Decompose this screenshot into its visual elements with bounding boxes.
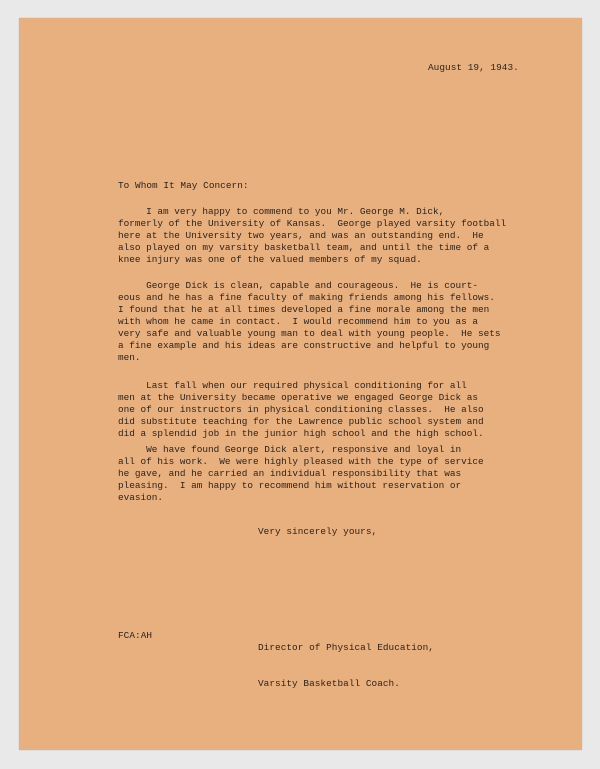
signature-title: Varsity Basketball Coach. — [258, 678, 400, 689]
paragraph-line: very safe and valuable young man to deal with young people. He sets — [118, 328, 501, 339]
paragraph-line: did a splendid job in the junior high school and the high school. — [118, 428, 484, 439]
paragraph-line: here at the University two years, and was an outstanding end. He — [118, 230, 484, 241]
paragraph-2 — [118, 280, 501, 364]
paragraph-3 — [118, 380, 484, 440]
signature-title: Director of Physical Education, — [258, 642, 434, 653]
paragraph-line: men at the University became operative we engaged George Dick as — [118, 392, 479, 403]
paragraph-line: George Dick is clean, capable and courageous. He is court- — [118, 280, 479, 291]
paragraph-line: he gave, and he carried an individual responsibility that was — [118, 468, 462, 479]
paragraph-line: I am very happy to commend to you Mr. George M. Dick, — [118, 206, 445, 217]
letter-date: August 19, 1943. — [428, 62, 519, 73]
paragraph-4 — [118, 444, 484, 504]
paragraph-line: Last fall when our required physical conditioning for all — [118, 380, 467, 391]
reference-initials: FCA:AH — [118, 630, 153, 641]
paragraph-line: evasion. — [118, 492, 164, 503]
paragraph-line: men. — [118, 352, 141, 363]
signature-block — [258, 618, 434, 702]
paragraph-line: formerly of the University of Kansas. George played varsity football — [118, 218, 507, 229]
paragraph-line: knee injury was one of the valued members of my squad. — [118, 254, 422, 265]
paragraph-1 — [118, 206, 506, 266]
paragraph-line: I found that he at all times developed a fine morale among the men — [118, 304, 490, 315]
paragraph-line: We have found George Dick alert, responsive and loyal in — [118, 444, 462, 455]
salutation: To Whom It May Concern: — [118, 180, 249, 191]
paragraph-line: did substitute teaching for the Lawrence public school system and — [118, 416, 484, 427]
paragraph-line: eous and he has a fine faculty of making friends among his fellows. — [118, 292, 495, 303]
paragraph-line: one of our instructors in physical conditioning classes. He also — [118, 404, 484, 415]
paragraph-line: a fine example and his ideas are constructive and helpful to young — [118, 340, 490, 351]
paragraph-line: with whom he came in contact. I would recommend him to you as a — [118, 316, 479, 327]
closing: Very sincerely yours, — [258, 526, 378, 537]
paragraph-line: pleasing. I am happy to recommend him without reservation or — [118, 480, 462, 491]
paragraph-line: also played on my varsity basketball team, and until the time of a — [118, 242, 490, 253]
paragraph-line: all of his work. We were highly pleased with the type of service — [118, 456, 484, 467]
